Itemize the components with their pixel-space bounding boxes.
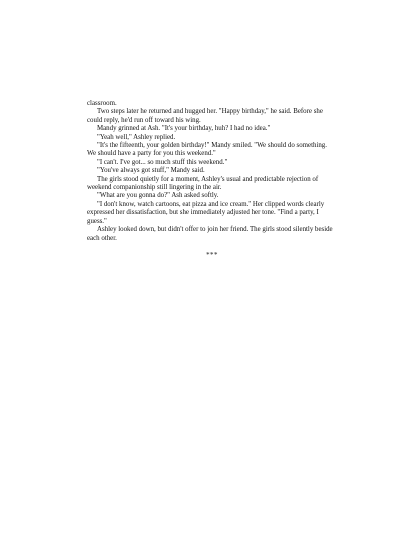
paragraph: "Yeah well," Ashley replied. <box>97 133 176 141</box>
paragraph: Two steps later he returned and hugged her. "Happy birthday," he said. Before she could reply, he'd run off toward his wing. <box>87 108 323 124</box>
paragraph: "It's the fifteenth, your golden birthday!" Mandy smiled. "We should do something. We should have a party for you this weekend." <box>87 142 327 158</box>
paragraph: The girls stood quietly for a moment, Ashley's usual and predictable rejection of weekend companionship still lingering in the air. <box>87 175 319 192</box>
paragraph: "I can't. I've got... so much stuff this weekend." <box>97 158 228 166</box>
document-page <box>87 100 337 260</box>
paragraph: Mandy grinned at Ash. "It's your birthday, huh? I had no idea." <box>97 125 271 133</box>
paragraph: classroom. <box>87 100 117 107</box>
paragraph: "I don't know, watch cartoons, eat pizza and ice cream." Her clipped words clearly expressed her dissatisfaction, but she immediately adjusted her tone. "Find a party, I guess." <box>87 200 325 225</box>
scene-break: *** <box>206 251 218 259</box>
paragraph: Ashley looked down, but didn't offer to join her friend. The girls stood silently beside each other. <box>87 226 333 242</box>
paragraph: "What are you gonna do?" Ash asked softly. <box>97 192 219 200</box>
paragraph: "You've always got stuff," Mandy said. <box>97 167 205 175</box>
